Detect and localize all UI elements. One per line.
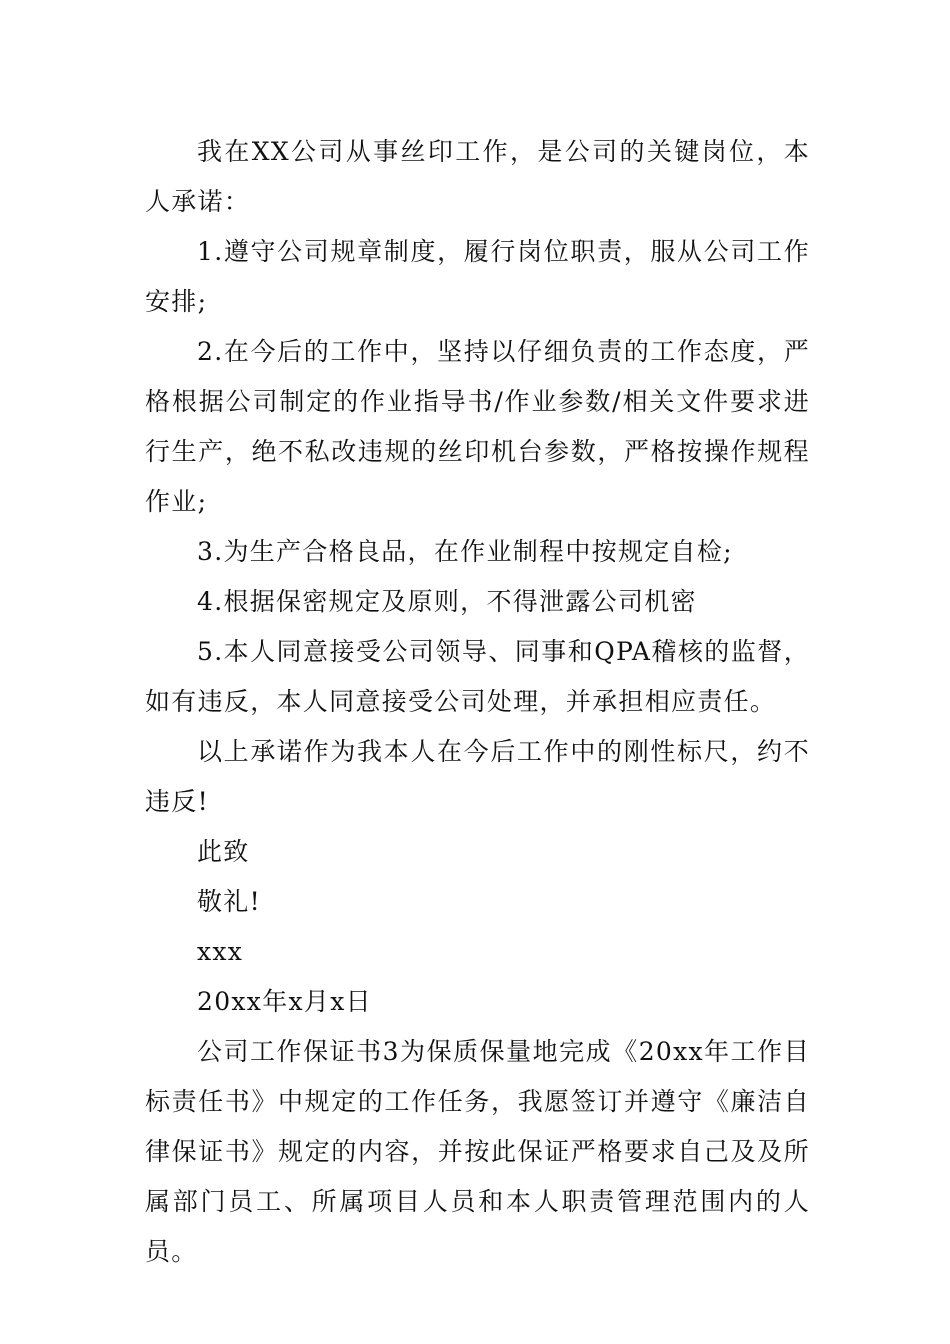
paragraph-commitment-intro: 我在XX公司从事丝印工作，是公司的关键岗位，本人承诺： <box>145 137 810 216</box>
paragraph-item-3: 3.为生产合格良品，在作业制程中按规定自检; <box>197 537 733 566</box>
paragraph-item-4: 4.根据保密规定及原则，不得泄露公司机密 <box>197 587 697 616</box>
paragraph-conclusion: 以上承诺作为我本人在今后工作中的刚性标尺，约不违反! <box>145 737 810 816</box>
paragraph-item-2: 2.在今后的工作中，坚持以仔细负责的工作态度，严格根据公司制定的作业指导书/作业参数/相关文件要求进行生产，绝不私改违规的丝印机台参数，严格按操作规程作业; <box>145 337 810 516</box>
paragraph-item-5: 5.本人同意接受公司领导、同事和QPA稽核的监督，如有违反，本人同意接受公司处理，并承担相应责任。 <box>145 637 810 716</box>
paragraph-item-1: 1.遵守公司规章制度，履行岗位职责，服从公司工作安排; <box>145 237 810 316</box>
paragraph-guarantee-3: 公司工作保证书3为保质保量地完成《20xx年工作目标责任书》中规定的工作任务，我愿签订并遵守《廉洁自律保证书》规定的内容，并按此保证严格要求自己及及所属部门员工、所属项目人员和本人职责管理范围内的人员。 <box>145 1037 810 1266</box>
closing-regards: 敬礼! <box>197 887 261 916</box>
closing-salutation: 此致 <box>197 837 250 866</box>
signature-name: xxx <box>197 937 244 966</box>
signature-date: 20xx年x月x日 <box>197 987 372 1016</box>
document-body <box>145 127 810 1277</box>
